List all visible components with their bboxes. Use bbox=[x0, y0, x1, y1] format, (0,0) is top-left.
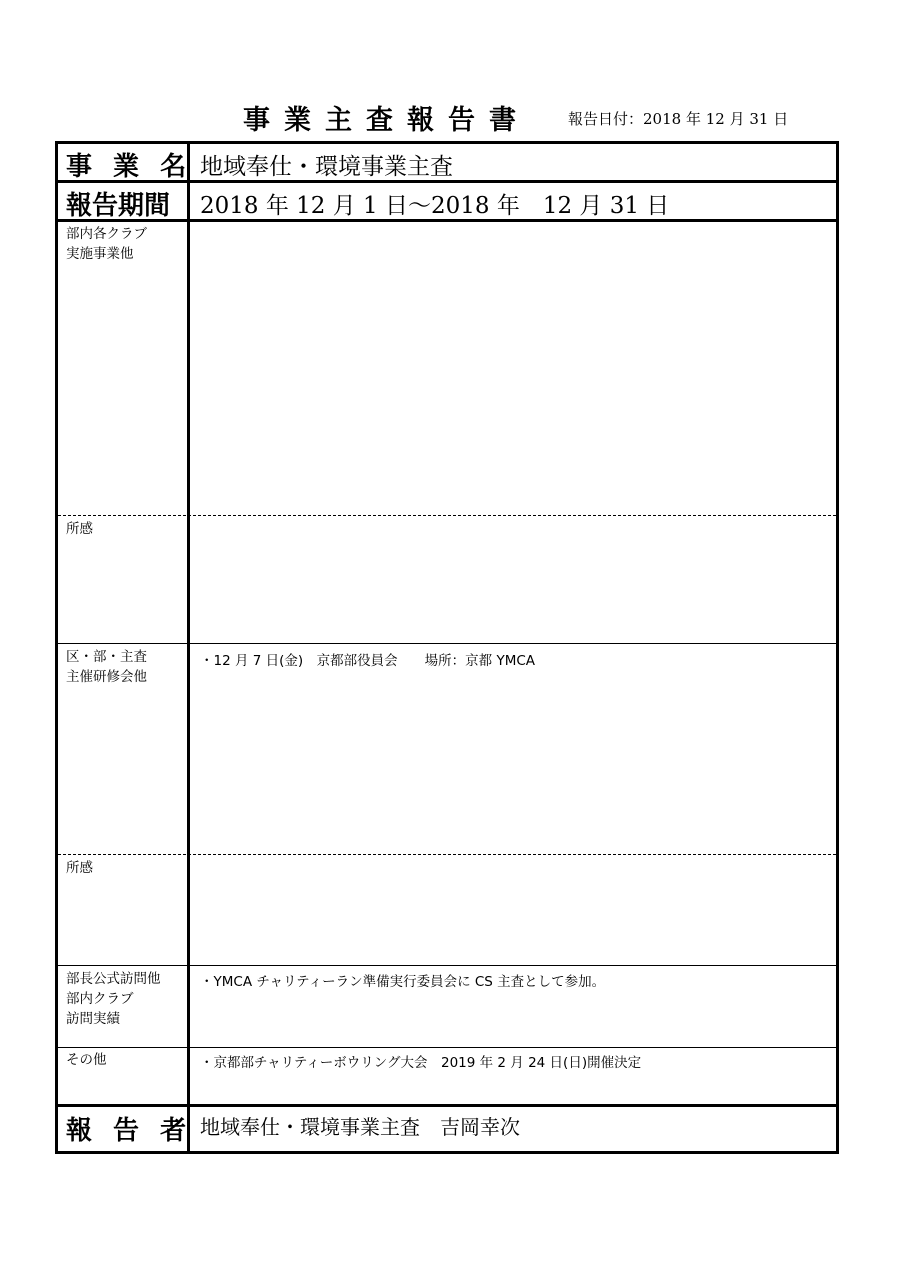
row-divider bbox=[58, 1047, 836, 1048]
reporter-label: 報 告 者 bbox=[66, 1116, 193, 1146]
document-title: 事業主査報告書 bbox=[243, 105, 530, 136]
business-name-label: 事 業 名 bbox=[66, 152, 193, 182]
row-divider bbox=[58, 515, 836, 516]
impression-label-1: 所感 bbox=[66, 521, 93, 537]
district-events-label: 区・部・主査 主催研修会他 bbox=[66, 649, 147, 685]
club-events-label: 部内各クラブ 実施事業他 bbox=[66, 226, 147, 262]
visits-content: ・YMCA チャリティーラン準備実行委員会に CS 主査として参加。 bbox=[200, 974, 606, 990]
row-divider bbox=[58, 854, 836, 855]
impression-label-2: 所感 bbox=[66, 860, 93, 876]
period-value: 2018 年 12 月 1 日～2018 年 12 月 31 日 bbox=[200, 193, 670, 219]
period-label: 報告期間 bbox=[66, 191, 171, 221]
reporter-value: 地域奉仕・環境事業主査 吉岡幸次 bbox=[200, 1115, 520, 1139]
district-events-content: ・12 月 7 日(金) 京都部役員会 場所：京都 YMCA bbox=[200, 653, 536, 669]
visits-label: 部長公式訪問他 部内クラブ 訪問実績 bbox=[66, 971, 161, 1027]
business-name-value: 地域奉仕・環境事業主査 bbox=[200, 154, 453, 180]
row-divider bbox=[58, 965, 836, 966]
other-content: ・京都部チャリティーボウリング大会 2019 年 2 月 24 日(日)開催決定 bbox=[200, 1055, 642, 1071]
title-row bbox=[0, 96, 900, 136]
other-label: その他 bbox=[66, 1052, 107, 1068]
report-date: 報告日付：2018 年 12 月 31 日 bbox=[568, 110, 789, 128]
row-divider bbox=[58, 1104, 836, 1107]
column-divider bbox=[187, 144, 190, 1151]
row-divider bbox=[58, 643, 836, 644]
report-form bbox=[55, 141, 839, 1154]
